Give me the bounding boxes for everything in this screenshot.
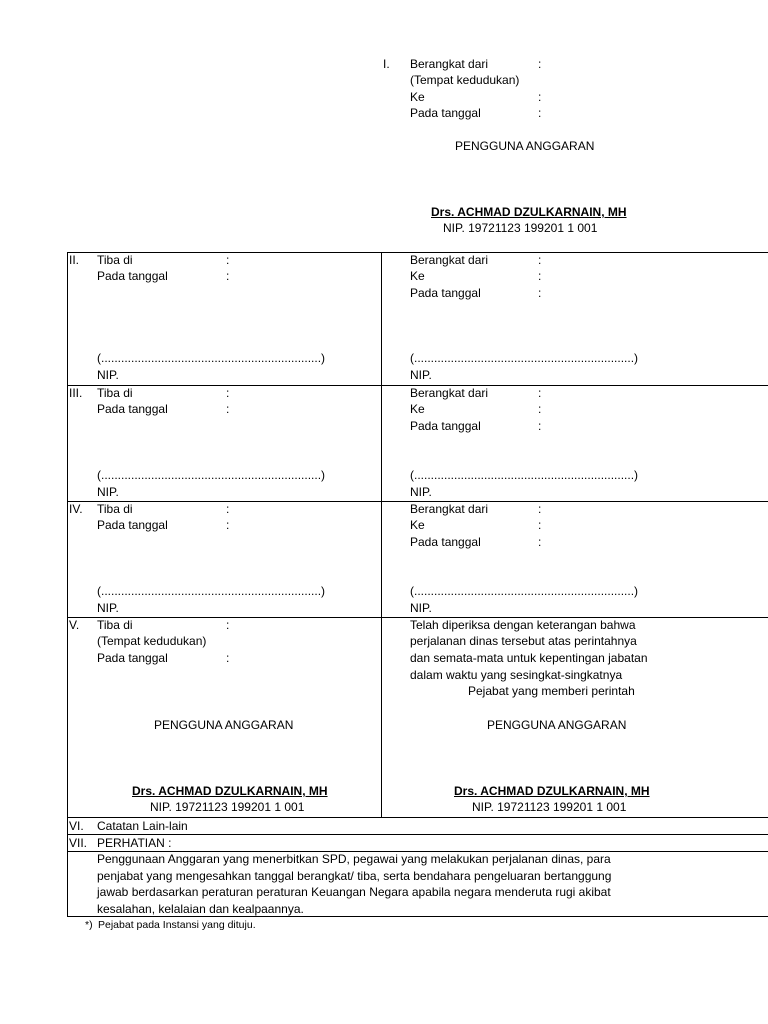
signer-nip-left: NIP. 19721123 199201 1 001: [150, 800, 305, 814]
signer-name-left: Drs. ACHMAD DZULKARNAIN, MH: [132, 784, 328, 798]
tempat-kedudukan-label: (Tempat kedudukan): [97, 634, 207, 648]
row-divider: [67, 817, 768, 818]
colon: :: [226, 518, 230, 532]
footnote-text: Pejabat pada Instansi yang dituju.: [98, 919, 256, 931]
nip-label: NIP.: [410, 368, 432, 382]
section-number: I.: [383, 57, 390, 71]
colon: :: [538, 502, 542, 516]
check-statement-line: Telah diperiksa dengan keterangan bahwa: [410, 618, 636, 632]
pengguna-anggaran-title-right: PENGGUNA ANGGARAN: [487, 718, 627, 732]
row-number: V.: [69, 618, 80, 632]
nip-label: NIP.: [410, 601, 432, 615]
ke-label: Ke: [410, 518, 425, 532]
colon: :: [226, 618, 230, 632]
signer-name-right: Drs. ACHMAD DZULKARNAIN, MH: [454, 784, 650, 798]
ke-label: Ke: [410, 269, 425, 283]
perhatian-label: PERHATIAN :: [97, 836, 172, 850]
signature-blank: (..................................................................): [410, 468, 639, 482]
row-number: VII.: [69, 836, 88, 850]
pada-tanggal-label: Pada tanggal: [410, 535, 481, 549]
colon: :: [226, 253, 230, 267]
colon: :: [538, 269, 542, 283]
check-statement-line: dalam waktu yang sesingkat-singkatnya: [410, 668, 623, 682]
berangkat-dari-label: Berangkat dari: [410, 57, 489, 71]
colon: :: [538, 57, 542, 71]
pengguna-anggaran-title: PENGGUNA ANGGARAN: [455, 139, 595, 153]
colon: :: [538, 386, 542, 400]
nip-label: NIP.: [97, 601, 119, 615]
signature-blank: (..................................................................): [410, 351, 639, 365]
tiba-di-label: Tiba di: [97, 253, 133, 267]
catatan-label: Catatan Lain-lain: [97, 819, 188, 833]
colon: :: [226, 269, 230, 283]
tiba-di-label: Tiba di: [97, 386, 133, 400]
nip-label: NIP.: [410, 485, 432, 499]
colon: :: [538, 106, 542, 120]
nip-label: NIP.: [97, 485, 119, 499]
signer-name: Drs. ACHMAD DZULKARNAIN, MH: [431, 205, 627, 219]
signature-blank: (..................................................................): [410, 584, 639, 598]
table-border-bottom: [67, 916, 768, 917]
pada-tanggal-label: Pada tanggal: [410, 419, 481, 433]
signer-nip: NIP. 19721123 199201 1 001: [443, 221, 598, 235]
pada-tanggal-label: Pada tanggal: [97, 651, 168, 665]
ke-label: Ke: [410, 90, 425, 104]
berangkat-dari-label: Berangkat dari: [410, 253, 489, 267]
colon: :: [538, 518, 542, 532]
nip-label: NIP.: [97, 368, 119, 382]
footnote-mark: *): [85, 919, 93, 931]
row-number: III.: [69, 386, 83, 400]
signature-blank: (..................................................................): [97, 351, 326, 365]
colon: :: [226, 502, 230, 516]
berangkat-dari-label: Berangkat dari: [410, 502, 489, 516]
pada-tanggal-label: Pada tanggal: [97, 402, 168, 416]
row-number: VI.: [69, 819, 84, 833]
colon: :: [538, 535, 542, 549]
colon: :: [538, 253, 542, 267]
ke-label: Ke: [410, 402, 425, 416]
pada-tanggal-label: Pada tanggal: [97, 518, 168, 532]
notice-line: Penggunaan Anggaran yang menerbitkan SPD, pegawai yang melakukan perjalanan dinas, para: [97, 852, 611, 866]
table-column-divider: [381, 252, 382, 818]
berangkat-dari-label: Berangkat dari: [410, 386, 489, 400]
pengguna-anggaran-title-left: PENGGUNA ANGGARAN: [154, 718, 294, 732]
colon: :: [538, 286, 542, 300]
colon: :: [226, 402, 230, 416]
pada-tanggal-label: Pada tanggal: [97, 269, 168, 283]
colon: :: [226, 651, 230, 665]
row-number: IV.: [69, 502, 83, 516]
colon: :: [538, 419, 542, 433]
pada-tanggal-label: Pada tanggal: [410, 286, 481, 300]
colon: :: [538, 402, 542, 416]
signature-blank: (..................................................................): [97, 584, 326, 598]
tempat-kedudukan-label: (Tempat kedudukan): [410, 73, 520, 87]
row-divider: [67, 834, 768, 835]
notice-line: jawab berdasarkan peraturan peraturan Keuangan Negara apabila negara menderuta rugi akibat: [97, 885, 611, 899]
pada-tanggal-label: Pada tanggal: [410, 106, 481, 120]
signature-blank: (..................................................................): [97, 468, 326, 482]
tiba-di-label: Tiba di: [97, 618, 133, 632]
row-number: II.: [69, 253, 80, 267]
pejabat-label: Pejabat yang memberi perintah: [468, 684, 635, 698]
colon: :: [538, 90, 542, 104]
notice-line: kesalahan, kelalaian dan kealpaannya.: [97, 902, 304, 916]
check-statement-line: dan semata-mata untuk kepentingan jabatan: [410, 651, 648, 665]
colon: :: [226, 386, 230, 400]
tiba-di-label: Tiba di: [97, 502, 133, 516]
signer-nip-right: NIP. 19721123 199201 1 001: [472, 800, 627, 814]
check-statement-line: perjalanan dinas tersebut atas perintahnya: [410, 634, 637, 648]
notice-line: penjabat yang mengesahkan tanggal berangkat/ tiba, serta bendahara pengeluaran bertanggung: [97, 869, 612, 883]
